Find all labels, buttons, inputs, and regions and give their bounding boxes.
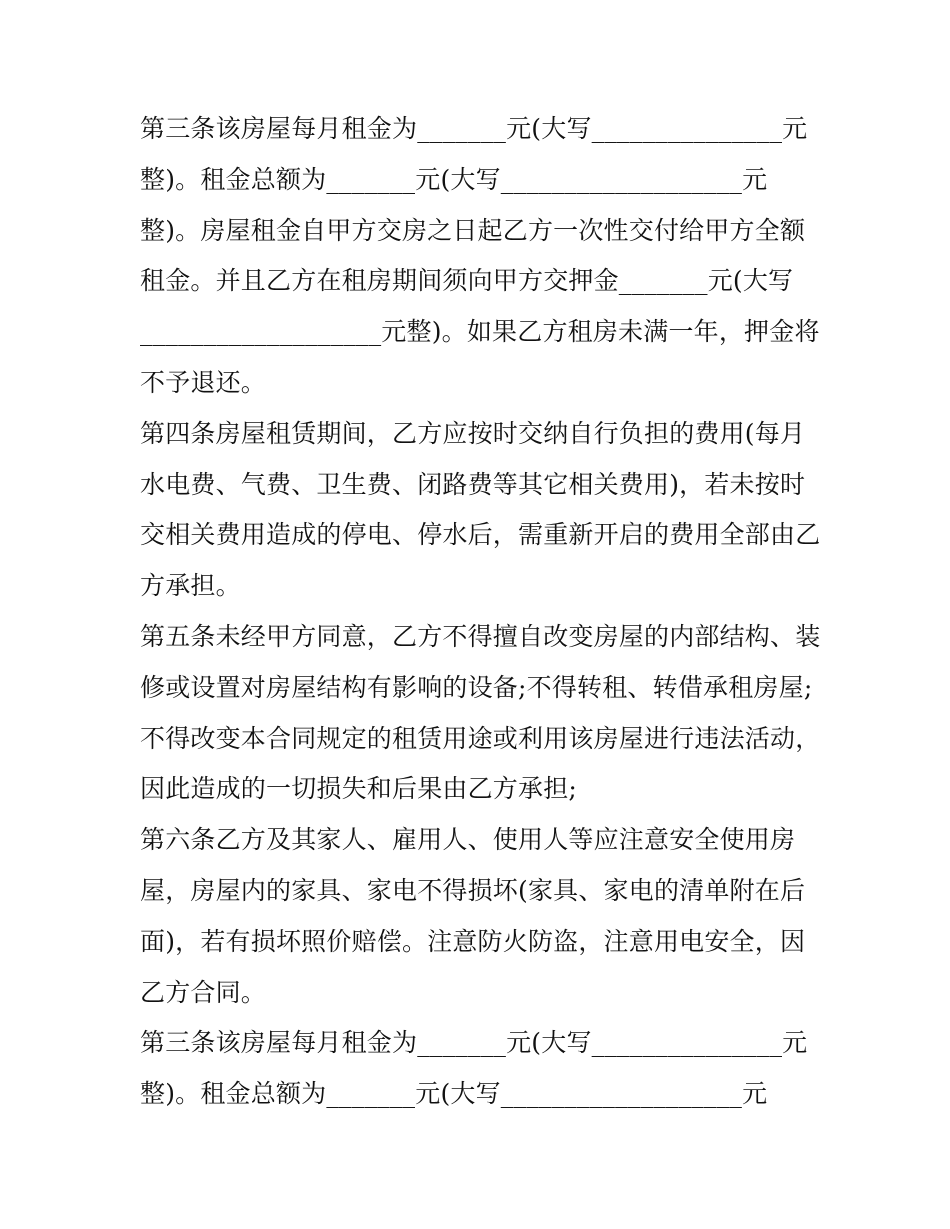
text-line: 水电费、气费、卫生费、闭路费等其它相关费用)，若未按时: [140, 469, 806, 499]
text-line: 第三条该房屋每月租金为_______元(大写_______________元: [140, 114, 808, 143]
text-line: 不得改变本合同规定的租赁用途或利用该房屋进行违法活动，: [140, 723, 821, 753]
text-line: 不予退还。: [140, 367, 267, 397]
text-line: 整)。租金总额为_______元(大写___________________元: [140, 1079, 768, 1109]
text-line: 方承担。: [140, 571, 241, 601]
text-line: 交相关费用造成的停电、停水后，需重新开启的费用全部由乙: [140, 520, 821, 550]
text-line: 第六条乙方及其家人、雇用人、使用人等应注意安全使用房: [140, 825, 796, 855]
text-line: 第四条房屋租赁期间，乙方应按时交纳自行负担的费用(每月: [140, 418, 806, 448]
text-line: 屋，房屋内的家具、家电不得损坏(家具、家电的清单附在后: [140, 875, 806, 905]
text-line: 整)。租金总额为_______元(大写___________________元: [140, 164, 768, 194]
text-line: 修或设置对房屋结构有影响的设备;不得转租、转借承租房屋;: [140, 672, 813, 702]
text-line: 第三条该房屋每月租金为_______元(大写_______________元: [140, 1028, 808, 1058]
text-line: 因此造成的一切损失和后果由乙方承担;: [140, 774, 578, 804]
text-line: 乙方合同。: [140, 977, 267, 1007]
contract-text: [140, 104, 820, 1120]
text-line: 第五条未经甲方同意，乙方不得擅自改变房屋的内部结构、装: [140, 621, 821, 651]
text-line: 租金。并且乙方在租房期间须向甲方交押金_______元(大写: [140, 266, 794, 296]
text-line: 面)，若有损坏照价赔偿。注意防火防盗，注意用电安全，因: [140, 926, 806, 956]
text-line: 整)。房屋租金自甲方交房之日起乙方一次性交付给甲方全额: [140, 215, 806, 245]
text-line: ___________________元整)。如果乙方租房未满一年，押金将: [140, 317, 820, 347]
